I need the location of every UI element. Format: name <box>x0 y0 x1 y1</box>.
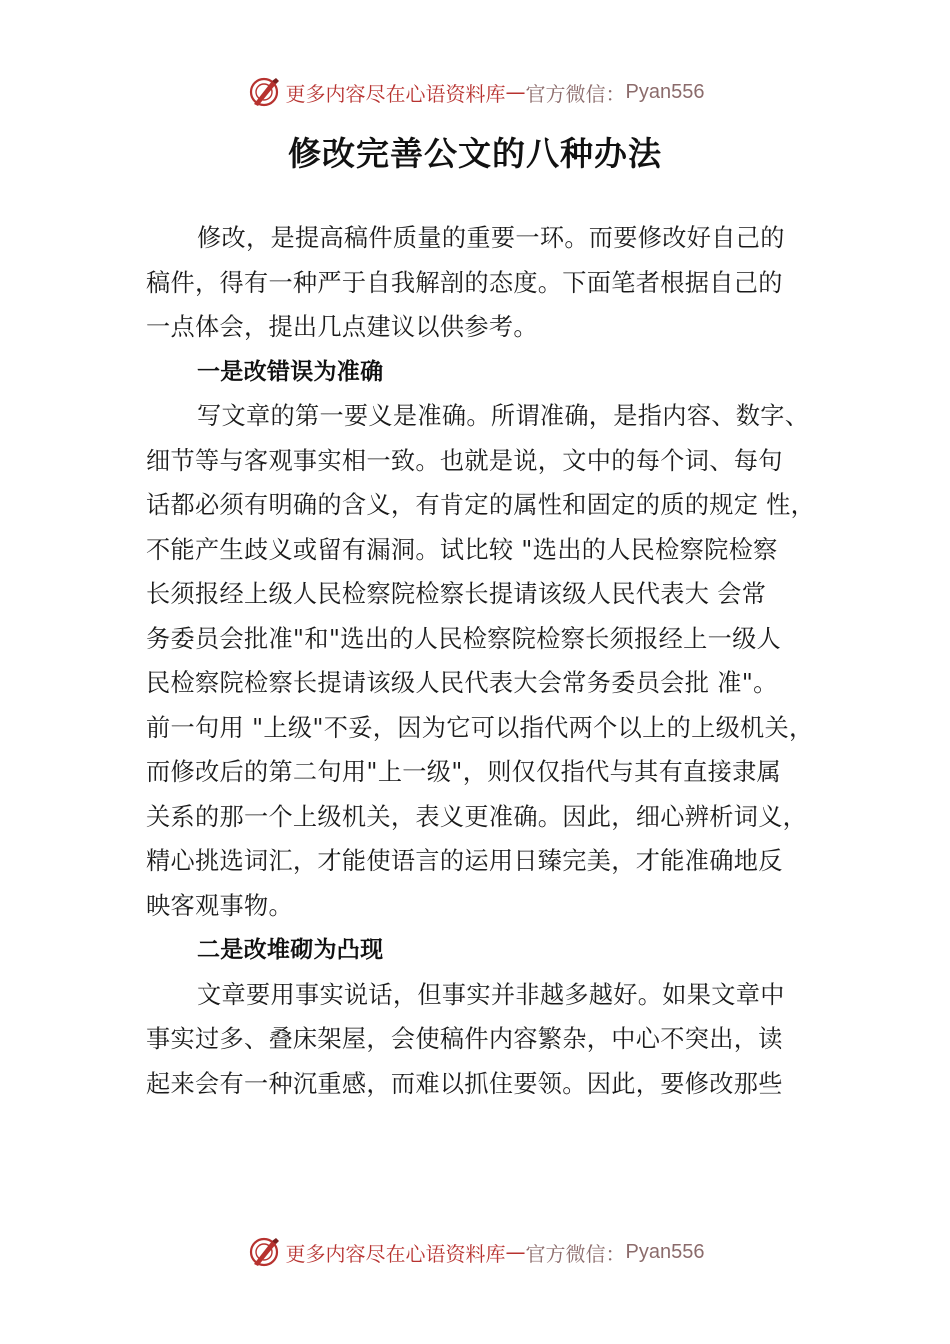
text-line: 文章要用事实说话，但事实并非越多越好。如果文章中 <box>197 980 785 1009</box>
wechat-id: Pyan556 <box>625 80 705 103</box>
text-line: 写文章的第一要义是准确。所谓准确，是指内容、数字、 <box>197 402 810 430</box>
wechat-label: 官方微信： <box>525 81 626 106</box>
pen-logo-icon <box>246 74 282 110</box>
text-line: 民检察院检察长提请该级人民代表大会常务委员会批 准"。 <box>146 669 778 697</box>
text-line: 不能产生歧义或留有漏洞。试比较 "选出的人民检察院检察 <box>146 535 778 564</box>
banner-text: 更多内容尽在心语资料库 <box>285 1241 506 1266</box>
text-line: 一点体会，提出几点建议以供参考。 <box>146 313 538 341</box>
banner-separator: — <box>505 80 526 104</box>
section-2-paragraph <box>146 973 836 1107</box>
text-line: 精心挑选词汇，才能使语言的运用日臻完美，才能准确地反 <box>146 847 783 875</box>
text-line: 事实过多、叠床架屋，会使稿件内容繁杂，中心不突出，读 <box>146 1025 783 1053</box>
intro-paragraph <box>146 216 836 350</box>
wechat-id: Pyan556 <box>625 1240 705 1263</box>
text-line: 稿件，得有一种严于自我解剖的态度。下面笔者根据自己的 <box>146 268 783 297</box>
document-body <box>146 216 836 1106</box>
text-line: 起来会有一种沉重感，而难以抓住要领。因此，要修改那些 <box>146 1069 783 1098</box>
text-line: 而修改后的第二句用"上一级"，则仅仅指代与其有直接隶属 <box>146 758 782 786</box>
footer-banner <box>0 1232 950 1272</box>
document-title: 修改完善公文的八种办法 <box>288 134 662 173</box>
text-line: 长须报经上级人民检察院检察长提请该级人民代表大 会常 <box>146 580 767 608</box>
text-line: 修改，是提高稿件质量的重要一环。而要修改好自己的 <box>197 224 785 252</box>
pen-logo-icon <box>246 1234 282 1270</box>
section-1-paragraph <box>146 394 836 928</box>
header-banner <box>0 72 950 112</box>
text-line: 映客观事物。 <box>146 891 293 920</box>
section-heading-1: 一是改错误为准确 <box>197 358 384 385</box>
wechat-label: 官方微信： <box>525 1241 626 1266</box>
text-line: 细节等与客观事实相一致。也就是说，文中的每个词、每句 <box>146 446 783 475</box>
text-line: 前一句用 "上级"不妥，因为它可以指代两个以上的上级机关， <box>146 713 814 742</box>
text-line: 话都必须有明确的含义，有肯定的属性和固定的质的规定 性， <box>146 491 816 519</box>
banner-text: 更多内容尽在心语资料库 <box>285 81 506 106</box>
section-heading-2: 二是改堆砌为凸现 <box>197 937 384 963</box>
text-line: 关系的那一个上级机关，表义更准确。因此，细心辨析词义， <box>146 802 808 831</box>
banner-separator: — <box>505 1240 526 1264</box>
text-line: 务委员会批准"和"选出的人民检察院检察长须报经上一级人 <box>146 624 782 653</box>
